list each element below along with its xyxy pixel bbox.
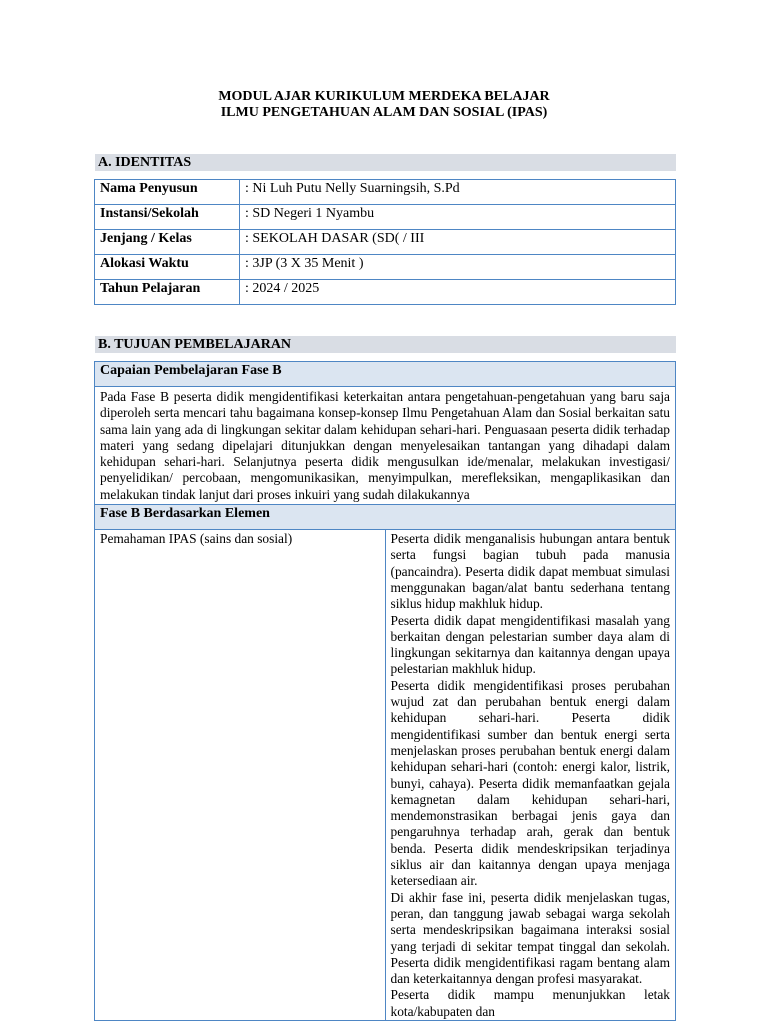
- elemen-paragraph: Di akhir fase ini, peserta didik menjelaskan tugas, peran, dan tanggung jawab sebagai warga sekolah serta mendeskripsikan bagaimana interaksi sosial yang terjadi di sekitar tempat tinggal dan sekolah. Peserta didik mengidentifikasi ragam bentang alam dan keterkaitannya dengan profesi masyarakat.: [390, 889, 670, 987]
- row-label: Tahun Pelajaran: [95, 280, 240, 305]
- elemen-paragraph: Peserta didik menganalisis hubungan antara bentuk serta fungsi bagian tubuh pada manusia (pancaindra). Peserta didik dapat membuat simulasi menggunakan bagan/alat bantu sederhana tentang siklus hidup makhluk hidup.: [390, 531, 670, 612]
- section-identitas-label: A. IDENTITAS: [98, 155, 192, 170]
- table-row: [95, 230, 676, 255]
- identitas-table: [94, 179, 676, 305]
- table-row: [95, 280, 676, 305]
- row-value: : SD Negeri 1 Nyambu: [240, 205, 676, 230]
- elemen-name: Pemahaman IPAS (sains dan sosial): [95, 530, 386, 1021]
- elemen-paragraph: Peserta didik dapat mengidentifikasi masalah yang berkaitan dengan pelestarian sumber daya alam di lingkungan sekitarnya dan kaitannya dengan upaya pelestarian makhluk hidup.: [390, 612, 670, 677]
- table-row: [95, 205, 676, 230]
- elemen-paragraph: Peserta didik mengidentifikasi proses perubahan wujud zat dan perubahan bentuk energi dalam kehidupan sehari-hari. Peserta didik mengidentifikasi sumber dan bentuk energi serta menjelaskan proses perubahan bentuk energi dalam kehidupan sehari-hari (contoh: energi kalor, listrik, bunyi, cahaya). Peserta didik memanfaatkan gejala kemagnetan dalam kehidupan sehari-hari, mendemonstrasikan berbagai jenis gaya dan pengaruhnya terhadap arah, gerak dan bentuk benda. Peserta didik mendeskripsikan terjadinya siklus air dan kaitannya dengan upaya menjaga ketersediaan air.: [390, 677, 670, 889]
- row-label: Alokasi Waktu: [95, 255, 240, 280]
- section-tujuan-label: B. TUJUAN PEMBELAJARAN: [98, 337, 292, 352]
- row-value: : 3JP (3 X 35 Menit ): [240, 255, 676, 280]
- elemen-paragraph: Peserta didik mampu menunjukkan letak kota/kabupaten dan: [390, 987, 670, 1019]
- doc-title-line2: ILMU PENGETAHUAN ALAM DAN SOSIAL (IPAS): [220, 105, 548, 120]
- table-row: [95, 530, 676, 1021]
- row-label: Jenjang / Kelas: [95, 230, 240, 255]
- row-label: Nama Penyusun: [95, 180, 240, 205]
- table-row: [95, 387, 676, 505]
- capaian-heading: Capaian Pembelajaran Fase B: [95, 362, 676, 387]
- table-row: [95, 180, 676, 205]
- row-value: : Ni Luh Putu Nelly Suarningsih, S.Pd: [240, 180, 676, 205]
- table-row: [95, 362, 676, 387]
- row-label: Instansi/Sekolah: [95, 205, 240, 230]
- table-row: [95, 505, 676, 530]
- elemen-description: [385, 530, 676, 1021]
- section-identitas-heading: [95, 154, 676, 171]
- section-tujuan-heading: [95, 336, 676, 353]
- elemen-heading: Fase B Berdasarkan Elemen: [95, 505, 676, 530]
- table-row: [95, 255, 676, 280]
- tujuan-table: [94, 361, 676, 1021]
- row-value: : 2024 / 2025: [240, 280, 676, 305]
- doc-title-line1: MODUL AJAR KURIKULUM MERDEKA BELAJAR: [218, 89, 550, 104]
- row-value: : SEKOLAH DASAR (SD( / III: [240, 230, 676, 255]
- capaian-paragraph: Pada Fase B peserta didik mengidentifikasi keterkaitan antara pengetahuan-pengetahuan yang baru saja diperoleh serta mencari tahu bagaimana konsep-konsep Ilmu Pengetahuan Alam dan Sosial berkaitan satu sama lain yang ada di lingkungan sekitar dalam kehidupan sehari-hari. Penguasaan peserta didik terhadap materi yang sedang dipelajari ditunjukkan dengan menyelesaikan tantangan yang dihadapi dalam kehidupan sehari-hari. Selanjutnya peserta didik mengusulkan ide/menalar, melakukan investigasi/ penyelidikan/ percobaan, mengomunikasikan, menyimpulkan, merefleksikan, mengaplikasikan dan melakukan tindak lanjut dari proses inkuiri yang sudah dilakukannya: [100, 389, 670, 502]
- capaian-text: [95, 387, 676, 505]
